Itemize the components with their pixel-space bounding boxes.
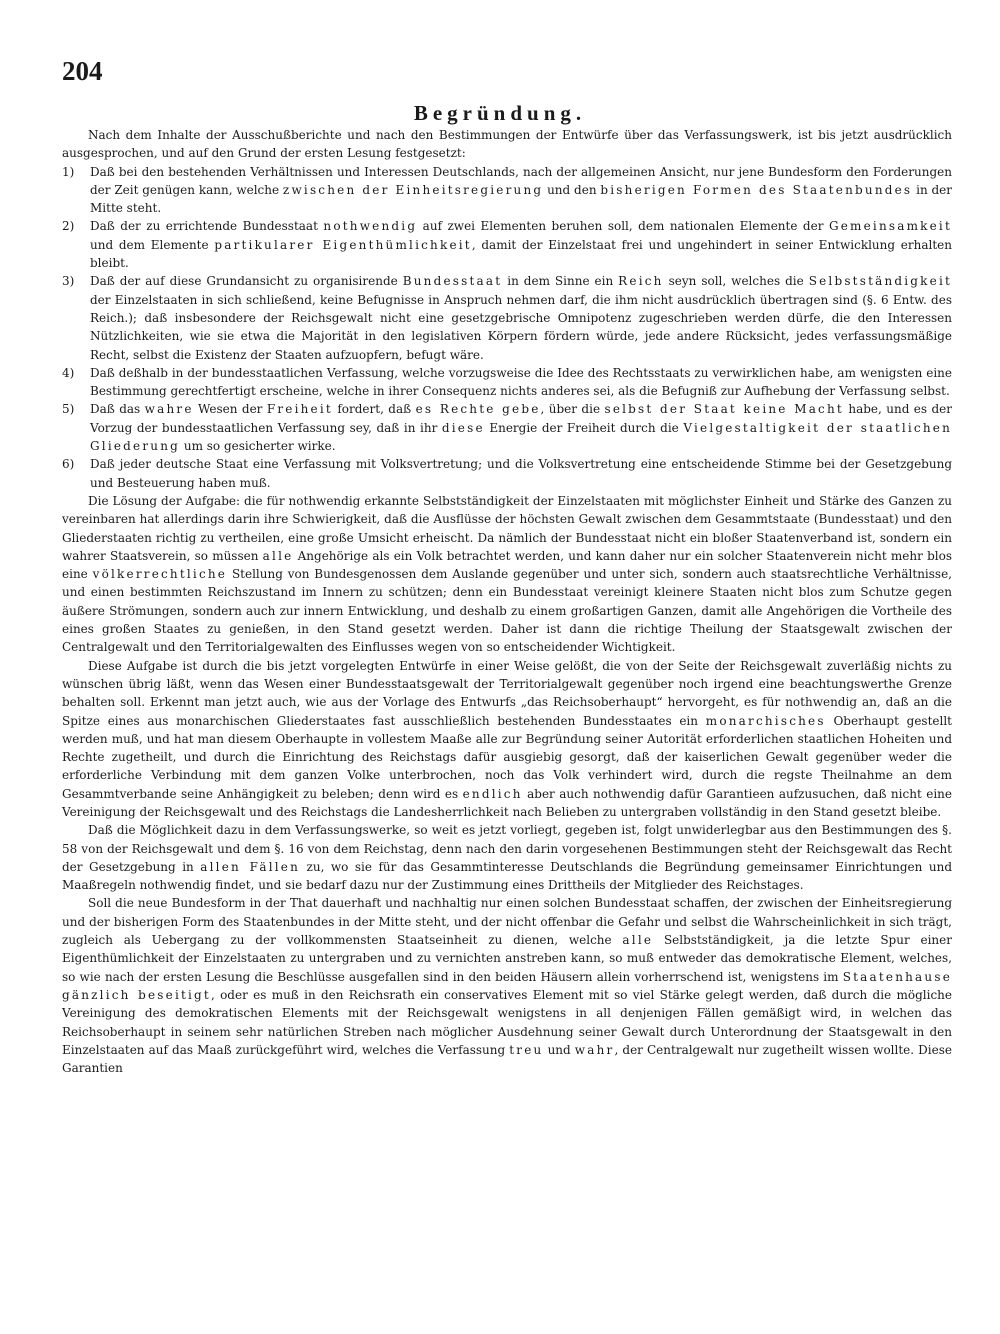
spaced-emphasis: alle: [262, 548, 294, 563]
paragraph-text: Daß die Möglichkeit dazu in dem Verfassungswerke, so weit es jetzt vorliegt, gegeben ist, folgt unwiderlegbar aus den Bestimmungen des §. 58 von der Reichsgewalt und dem §. 16 von dem Reichstag, denn nach den darin vorgesehenen Bestimmungen steht der Reichsgewalt das Recht der Gesetzgebung in: [62, 823, 952, 874]
item-text: Energie der Freiheit durch die: [484, 420, 684, 435]
list-item: [62, 364, 952, 401]
item-text: seyn soll, welches die: [663, 274, 809, 289]
spaced-emphasis: treu: [509, 1042, 544, 1057]
spaced-emphasis: endlich: [462, 786, 523, 801]
spaced-emphasis: selbst der Staat keine Macht: [604, 402, 844, 417]
body-paragraph: [62, 821, 952, 894]
spaced-emphasis: es Rechte gebe: [415, 402, 541, 417]
item-number: 2): [62, 219, 75, 234]
intro-paragraph: Nach dem Inhalte der Ausschußberichte und nach den Bestimmungen der Entwürfe über das Verfassungswerk, ist bis jetzt ausdrücklich ausgesprochen, und auf den Grund der ersten Lesung festgesetzt:: [62, 128, 952, 161]
item-text: Daß der zu errichtende Bundesstaat: [90, 219, 324, 234]
paragraph-text: Soll die neue Bundesform in der That dauerhaft und nachhaltig nur einen solchen Bundesstaat schaffen, der zwischen der Einheitsregierung und der bisherigen Form des Staatenbundes in der Mitte steht, und der nicht offenbar die Gefahr und selbst die Wahrscheinlichkeit in sich trägt, zugleich als Uebergang zu der vollkommensten Staatseinheit zu dienen, welche: [62, 896, 952, 948]
item-text: der Einzelstaaten in sich schließend, keine Befugnisse in Anspruch nehmen darf, die ihm nicht ausdrücklich übertragen sind (§. 6 Entw. des Reich.); daß insbesondere der Reichsgewalt nicht eine gesetzgebrische Omnipotenz zugeschrieben werden dürfe, die den Interessen Nützlichkeiten, wie sie etwa die Majorität in den legislativen Körpern fördern würde, jede andere Rücksicht, jedes verfassungsmäßige Recht, selbst die Existenz der Staaten aufzuopfern, befugt wäre.: [90, 292, 952, 362]
item-text: Wesen der: [193, 402, 267, 417]
paragraph-text: Angehörige als ein Volk betrachtet werden, und kann daher nur ein solcher Staatenverein nicht mehr blos eine: [62, 548, 952, 582]
page-number: 204: [62, 56, 103, 86]
item-text: um so gesicherter wirke.: [180, 439, 336, 454]
item-text: , über die: [540, 402, 605, 417]
spaced-emphasis: völkerrechtliche: [92, 567, 228, 582]
item-text: in der Mitte steht.: [90, 182, 953, 216]
paragraph-text: , der Centralgewalt nur zugetheilt wissen wollte. Diese Garantien: [62, 1042, 952, 1076]
paragraph-text: Oberhaupt gestellt werden muß, und hat man diesem Oberhaupte in vollestem Maaße alle zur Begründung seiner Autorität erforderlichen staatlichen Hoheiten und Rechte zugetheilt, und durch die Einrichtung des Reichstags dafür ausgiebig gesorgt, daß der kaiserlichen Gewalt gegenüber weder die erforderliche Verbindung mit dem ganzen Volke unterbrochen, noch das Volk verhindert wird, durch die regste Theilnahme an dem Gesammtverbande seine Anhängigkeit zu beleben; denn wird es: [62, 713, 953, 801]
item-text: , damit der Einzelstaat frei und ungehindert in seiner Entwicklung erhalten bleibt.: [90, 237, 953, 271]
list-item: [62, 163, 952, 218]
item-text: in dem Sinne ein: [502, 274, 619, 289]
list-item: [62, 217, 952, 272]
spaced-emphasis: Vielgestaltigkeit der staatlichen Gliederung: [90, 420, 953, 454]
item-text: Daß das: [90, 402, 145, 417]
paragraph-text: Diese Aufgabe ist durch die bis jetzt vorgelegten Entwürfe in einer Weise gelößt, die von der Seite der Reichsgewalt zuverläßig nichts zu wünschen übrig läßt, wenn das Wesen einer Bundesstaatsgewalt der Territorialgewalt gegenüber noch irgend eine beachtungswerthe Grenze behalten soll. Erkennt man jetzt auch, wie aus der Vorlage des Entwurfs „das Reichsoberhaupt“ hervorgeht, es für nothwendig an, daß an die Spitze eines aus monarchischen Gliederstaates fast ausschließlich bestehenden Bundesstaates ein: [62, 658, 952, 728]
item-text: und den: [543, 182, 601, 197]
paragraph-text: Die Lösung der Aufgabe: die für nothwendig erkannte Selbstständigkeit der Einzelstaaten mit möglichster Einheit und Stärke des Ganzen zu vereinbaren hat allerdings darin ihre Schwierigkeit, daß die Ausflüsse der höchsten Gewalt zwischen dem Gesammtstaate (Bundesstaat) und den Gliederstaaten richtig zu vertheilen, eine große Umsicht erheischt. Da nämlich der Bundesstaat nicht ein bloßer Staatenverband ist, sondern ein wahrer Staatsverein, so müssen: [62, 493, 952, 563]
body-paragraph: [62, 492, 952, 657]
item-number: 3): [62, 274, 75, 289]
spaced-emphasis: Reich: [618, 274, 664, 289]
paragraph-text: und: [543, 1042, 575, 1057]
body-paragraph: [62, 657, 952, 822]
item-number: 5): [62, 402, 75, 417]
body-paragraph: [62, 894, 952, 1077]
item-text: Daß jeder deutsche Staat eine Verfassung mit Volksvertretung; und die Volksvertretung eine entscheidende Stimme bei der Gesetzgebung und Besteuerung haben muß.: [90, 457, 952, 490]
item-text: Daß der auf diese Grundansicht zu organisirende: [90, 274, 403, 289]
spaced-emphasis: wahr: [574, 1042, 615, 1057]
item-number: 1): [62, 164, 75, 179]
spaced-emphasis: Freiheit: [266, 402, 333, 417]
item-text: Daß deßhalb in der bundesstaatlichen Verfassung, welche vorzugsweise die Idee des Rechtsstaats zu verwirklichen habe, am wenigsten eine Bestimmung gerechtfertigt erscheine, welche in ihrer Consequenz nichts anderes sei, als die Befugniß zur Aufhebung der Verfassung selbst.: [90, 365, 952, 399]
item-number: 4): [62, 365, 75, 380]
paragraph-text: , oder es muß in den Reichsrath ein conservatives Element mit so viel Stärke gelegt werden, daß durch die mögliche Vereinigung des demokratischen Elements mit der Reichsgewalt wenigstens in all denjenigen Fällen gemäßigt wird, in welchen das Reichsoberhaupt in seinem sehr natürlichen Streben nach möglicher Ausdehnung seiner Gewalt durch Unterordnung der Staatsgewalt in den Einzelstaaten auf das Maaß zurückgeführt wird, welches die Verfassung: [62, 987, 952, 1057]
spaced-emphasis: Selbstständigkeit: [808, 274, 953, 289]
paragraph-text: zu, wo sie für das Gesammtinteresse Deutschlands die Begründung gemeinsamer Einrichtungen und Maaßregeln nothwendig findet, und sie bedarf dazu nur der Zustimmung eines Drittheils der Mitglieder des Reichstages.: [62, 859, 952, 893]
spaced-emphasis: zwischen der Einheitsregierung: [282, 182, 544, 197]
list-item: [62, 400, 952, 455]
spaced-emphasis: Bundesstaat: [402, 274, 503, 289]
list-item: [62, 272, 952, 363]
item-text: auf zwei Elementen beruhen soll, dem nationalen Elemente der: [417, 219, 829, 234]
section-heading: Begründung.: [413, 101, 587, 125]
spaced-emphasis: monarchisches: [705, 713, 826, 728]
paragraph-text: aber auch nothwendig dafür Garantieen aufzusuchen, daß nicht eine Vereinigung der Reichsgewalt und des Reichstags die Landesherrlichkeit nach Belieben zu untergraben vollständig in den Stand gesetzt bleibe.: [62, 786, 952, 819]
paragraph-text: Stellung von Bundesgenossen dem Auslande gegenüber und unter sich, sondern auch staatsrechtliche Verhältnisse, und einen bestimmten Reichszustand im Innern zu schützen; denn ein Bundesstaat vereinigt kleinere Staaten nicht blos zum Schutze gegen äußere Strömungen, sondern auch zur innern Entwicklung, und deshalb zu einem großartigen Ganzen, damit alle Angehörigen die Vortheile des eines großen Staates zu genießen, in den Stand gesetzt werden. Daher ist dann die richtige Theilung der Staatsgewalt zwischen der Centralgewalt und den Territorialgewalten des Einflusses wegen von so entscheidender Wichtigkeit.: [62, 567, 952, 655]
spaced-emphasis: wahre: [144, 402, 194, 417]
spaced-emphasis: allen Fällen: [200, 859, 301, 874]
list-item: [62, 455, 952, 492]
spaced-emphasis: diese: [441, 420, 485, 435]
item-text: Daß bei den bestehenden Verhältnissen und Interessen Deutschlands, nach der allgemeinen Ansicht, nur jene Bundesform den Forderungen der Zeit genügen kann, welche: [90, 164, 952, 197]
spaced-emphasis: nothwendig: [323, 219, 418, 234]
spaced-emphasis: Staatenhause gänzlich beseitigt: [62, 969, 952, 1002]
body-text: [62, 126, 952, 1077]
spaced-emphasis: bisherigen Formen des Staatenbundes: [600, 182, 913, 197]
spaced-emphasis: partikularer Eigenthümlichkeit: [214, 237, 472, 252]
item-text: und dem Elemente: [90, 237, 215, 252]
item-number: 6): [62, 457, 75, 472]
paragraph-text: Selbstständigkeit, ja die letzte Spur einer Eigenthümlichkeit der Einzelstaaten zu untergraben und zu vernichten anstreben kann, so muß entweder das demokratische Element, welches, so wie nach der ersten Lesung die Beschlüsse ausgefallen sind in den beiden Häusern allein vorherrschend ist, wenigstens im: [62, 933, 952, 984]
spaced-emphasis: alle: [622, 933, 654, 948]
item-text: fordert, daß: [332, 402, 416, 417]
item-text: habe, und es der Vorzug der bundesstaatlichen Verfassung sey, daß in ihr: [90, 402, 952, 435]
spaced-emphasis: Gemeinsamkeit: [828, 219, 952, 234]
